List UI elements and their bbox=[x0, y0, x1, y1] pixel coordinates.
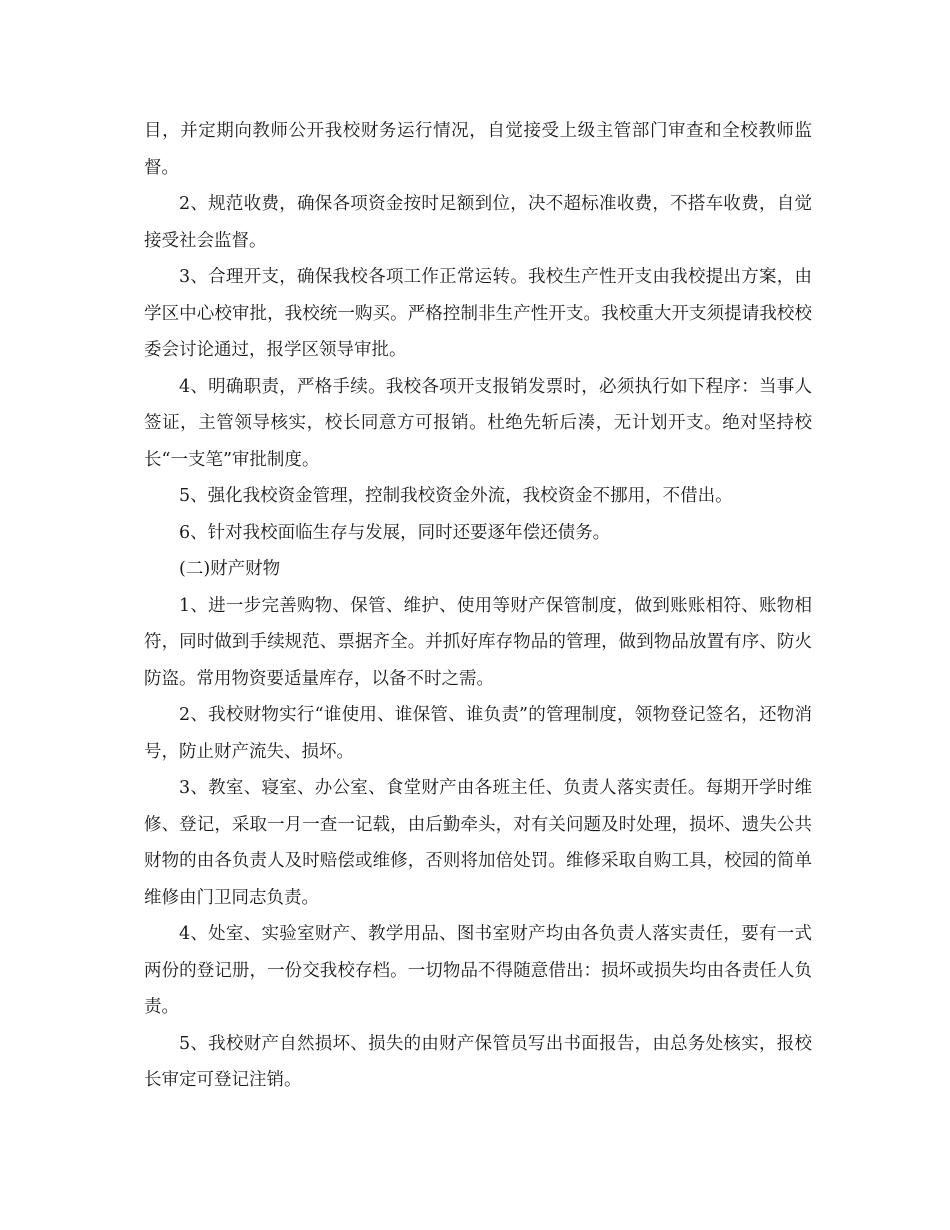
paragraph-property-4: 4、处室、实验室财产、教学用品、图书室财产均由各负责人落实责任，要有一式两份的登记册，一份交我校存档。一切物品不得随意借出：损坏或损失均由各责任人负责。 bbox=[144, 924, 812, 1017]
paragraph-item-6: 6、针对我校面临生存与发展，同时还要逐年偿还债务。 bbox=[179, 522, 611, 543]
paragraph-item-5: 5、强化我校资金管理，控制我校资金外流，我校资金不挪用，不借出。 bbox=[179, 486, 733, 506]
paragraph-item-2: 2、规范收费，确保各项资金按时足额到位，决不超标准收费，不搭车收费，自觉接受社会监督。 bbox=[144, 194, 812, 251]
document-body bbox=[144, 113, 812, 1099]
paragraph-property-5: 5、我校财产自然损坏、损失的由财产保管员写出书面报告，由总务处核实，报校长审定可登记注销。 bbox=[144, 1033, 812, 1090]
paragraph-item-4: 4、明确职责，严格手续。我校各项开支报销发票时，必须执行如下程序：当事人签证，主管领导核实，校长同意方可报销。杜绝先斩后湊，无计划开支。绝对坚持校长“一支笔”审批制度。 bbox=[144, 376, 812, 470]
paragraph-property-2: 2、我校财物实行“谁使用、谁保管、谁负责”的管理制度，领物登记签名，还物消号，防止财产流失、损坏。 bbox=[144, 705, 812, 762]
paragraph-property-1: 1、进一步完善购物、保管、维护、使用等财产保管制度，做到账账相符、账物相符，同时做到手续规范、票据齐全。并抓好库存物品的管理，做到物品放置有序、防火防盗。常用物资要适量库存，以备不时之需。 bbox=[144, 595, 812, 689]
paragraph-item-3: 3、合理开支，确保我校各项工作正常运转。我校生产性开支由我校提出方案，由学区中心校审批，我校统一购买。严格控制非生产性开支。我校重大开支须提请我校校委会讨论通过，报学区领导审批。 bbox=[144, 267, 812, 360]
paragraph-property-3: 3、教室、寝室、办公室、食堂财产由各班主任、负责人落实责任。每期开学时维修、登记，采取一月一查一记载，由后勤牵头，对有关问题及时处理，损坏、遗失公共财物的由各负责人及时赔偿或维修，否则将加倍处罚。维修采取自购工具，校园的简单维修由门卫同志负责。 bbox=[144, 778, 812, 908]
paragraph-continuation: 目，并定期向教师公开我校财务运行情况，自觉接受上级主管部门审查和全校教师监督。 bbox=[144, 121, 812, 178]
section-heading: (二)财产财物 bbox=[179, 559, 281, 579]
